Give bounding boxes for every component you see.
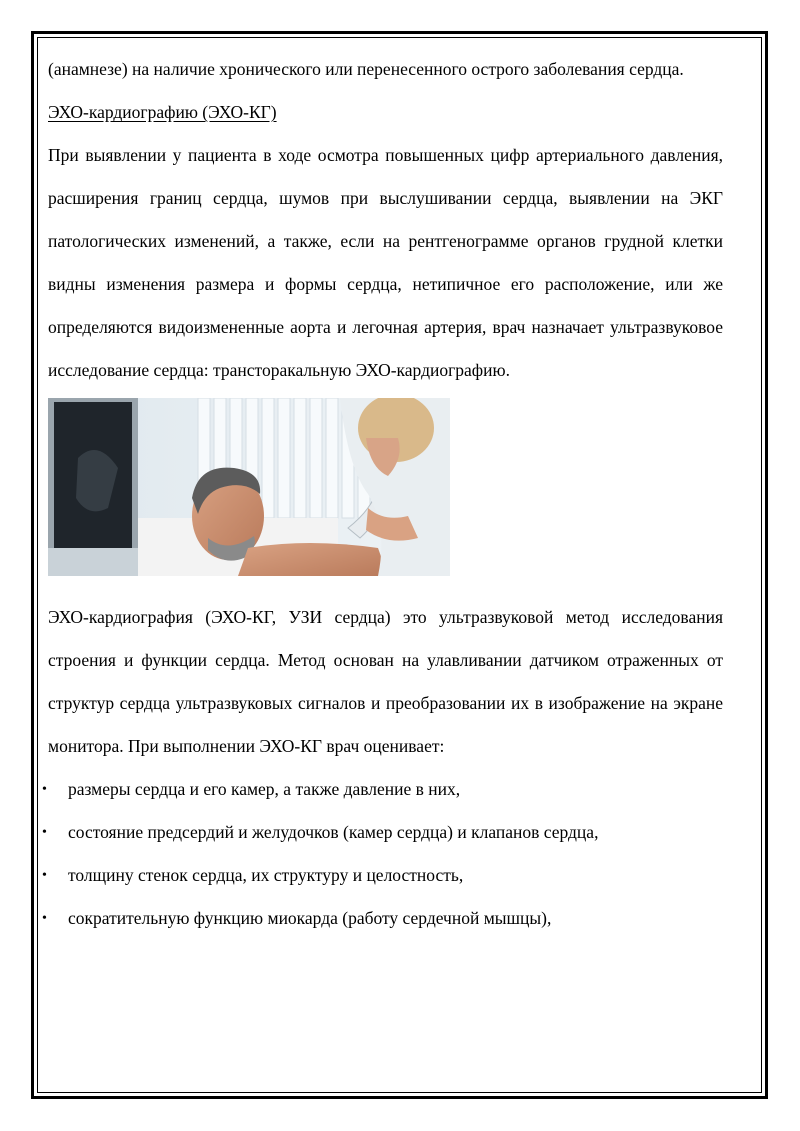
- photo-container: [48, 398, 723, 588]
- section-heading-echo: ЭХО-кардиографию (ЭХО-КГ): [48, 102, 277, 122]
- list-item-text: состояние предсердий и желудочков (камер сердца) и клапанов сердца,: [68, 822, 599, 842]
- list-item: [42, 897, 723, 940]
- paragraph-definition: ЭХО-кардиография (ЭХО-КГ, УЗИ сердца) это ультразвуковой метод исследования строения и функции сердца. Метод основан на улавливании датчиком отраженных от структур сердца ультразвуковых сигналов и преобразовании их в изображение на экране монитора. При выполнении ЭХО-КГ врач оценивает:: [48, 607, 723, 756]
- list-item: [42, 768, 723, 811]
- assessment-list: [42, 768, 723, 940]
- list-item-text: размеры сердца и его камер, а также давление в них,: [68, 779, 461, 799]
- bullet-icon: •: [42, 782, 47, 797]
- echocardiography-photo: [48, 398, 450, 576]
- list-item: [42, 854, 723, 897]
- bullet-icon: •: [42, 911, 47, 926]
- bullet-icon: •: [42, 868, 47, 883]
- list-item-text: толщину стенок сердца, их структуру и целостность,: [68, 865, 464, 885]
- document-body: [42, 48, 723, 940]
- paragraph-indications: При выявлении у пациента в ходе осмотра повышенных цифр артериального давления, расширения границ сердца, шумов при выслушивании сердца, выявлении на ЭКГ патологических изменений, а также, если на рентгенограмме органов грудной клетки видны изменения размера и формы сердца, нетипичное его расположение, или же определяются видоизмененные аорта и легочная артерия, врач назначает ультразвуковое исследование сердца: трансторакальную ЭХО-кардиографию.: [48, 145, 723, 380]
- paragraph-anamnesis: (анамнезе) на наличие хронического или перенесенного острого заболевания сердца.: [48, 59, 684, 79]
- list-item-text: сократительную функцию миокарда (работу сердечной мышцы),: [68, 908, 552, 928]
- bullet-icon: •: [42, 825, 47, 840]
- list-item: [42, 811, 723, 854]
